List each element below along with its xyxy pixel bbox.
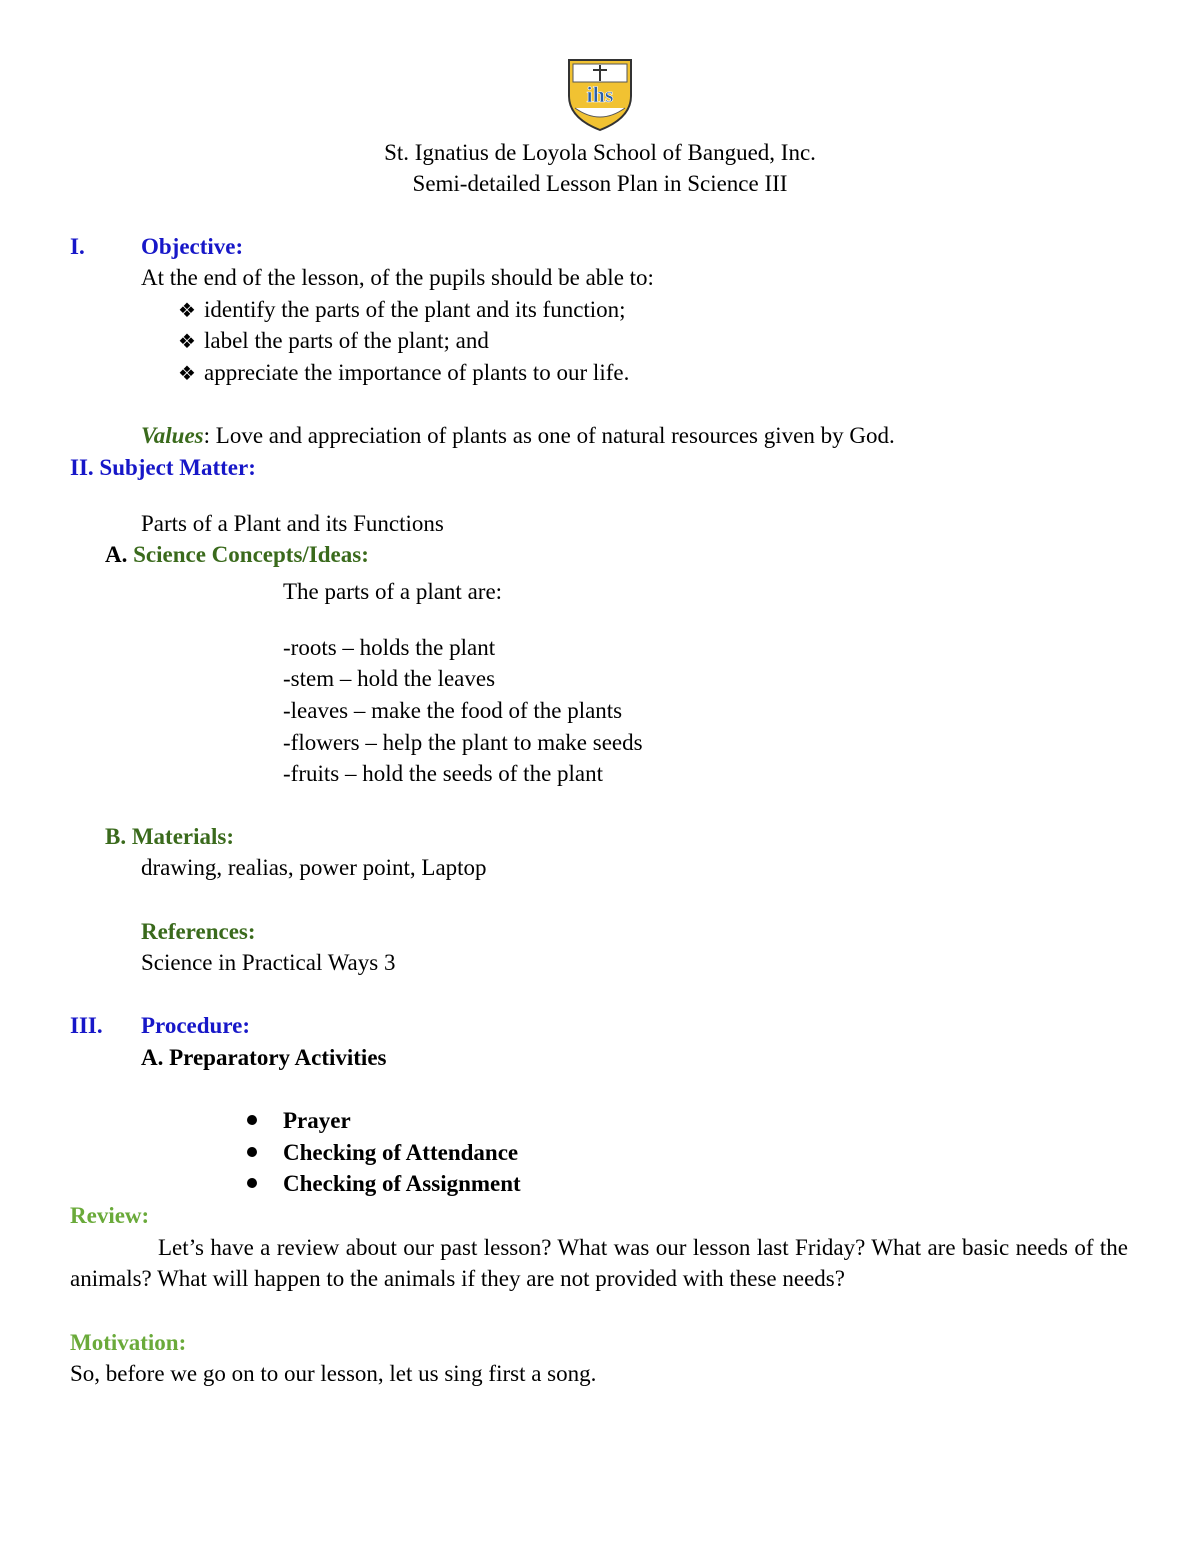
logo-lettering: ihs <box>586 82 614 107</box>
objective-heading: Objective: <box>141 234 244 259</box>
plant-part-item: -stem – hold the leaves <box>283 666 496 691</box>
document-title: Semi-detailed Lesson Plan in Science III <box>412 171 788 196</box>
bullet-dot-icon <box>247 1147 257 1157</box>
references-text: Science in Practical Ways 3 <box>141 950 396 975</box>
activity-item <box>247 1141 518 1164</box>
plant-part-item: -flowers – help the plant to make seeds <box>283 730 643 755</box>
school-logo <box>563 52 637 132</box>
procedure-numeral: III. <box>70 1013 103 1038</box>
bullet-dot-icon <box>247 1178 257 1188</box>
diamond-bullet-icon: ❖ <box>178 300 196 322</box>
motivation-heading: Motivation: <box>70 1330 187 1355</box>
materials-heading-line <box>105 825 234 848</box>
activity-item <box>247 1172 521 1195</box>
diamond-bullet-icon: ❖ <box>178 331 196 353</box>
objective-numeral: I. <box>70 234 85 259</box>
plant-part-item: -fruits – hold the seeds of the plant <box>283 761 604 786</box>
values-label: Values <box>141 423 204 448</box>
objective-item <box>178 298 626 321</box>
objective-item-text: appreciate the importance of plants to our life. <box>204 360 630 385</box>
bullet-dot-icon <box>247 1115 257 1125</box>
activity-text: Checking of Assignment <box>283 1171 521 1196</box>
diamond-bullet-icon: ❖ <box>178 363 196 385</box>
subject-matter-heading: II. Subject Matter: <box>70 455 256 480</box>
values-line <box>141 424 895 447</box>
preparatory-heading: A. Preparatory Activities <box>141 1045 387 1070</box>
concepts-heading-line <box>105 543 369 566</box>
school-name: St. Ignatius de Loyola School of Bangued, Inc. <box>384 140 816 165</box>
objective-item-text: identify the parts of the plant and its function; <box>204 297 626 322</box>
concepts-letter: A. <box>105 542 128 567</box>
objective-item <box>178 361 629 384</box>
materials-heading: Materials: <box>131 824 235 849</box>
objective-intro: At the end of the lesson, of the pupils should be able to: <box>141 265 654 290</box>
subject-topic: Parts of a Plant and its Functions <box>141 511 444 536</box>
concepts-intro: The parts of a plant are: <box>283 579 503 604</box>
review-heading: Review: <box>70 1203 150 1228</box>
objective-item <box>178 329 489 352</box>
motivation-text: So, before we go on to our lesson, let us sing first a song. <box>70 1361 597 1386</box>
values-text: : Love and appreciation of plants as one of natural resources given by God. <box>203 423 895 448</box>
plant-part-item: -roots – holds the plant <box>283 635 496 660</box>
materials-text: drawing, realias, power point, Laptop <box>141 855 487 880</box>
concepts-heading: Science Concepts/Ideas: <box>133 542 369 567</box>
references-heading: References: <box>141 919 256 944</box>
procedure-heading: Procedure: <box>141 1013 251 1038</box>
activity-text: Prayer <box>283 1108 351 1133</box>
review-text: Let’s have a review about our past lesson? What was our lesson last Friday? What are basic needs of the animals? What will happen to the animals if they are not provided with these needs? <box>70 1235 1128 1291</box>
objective-item-text: label the parts of the plant; and <box>204 328 489 353</box>
activity-text: Checking of Attendance <box>283 1140 519 1165</box>
plant-part-item: -leaves – make the food of the plants <box>283 698 623 723</box>
activity-item <box>247 1109 351 1132</box>
materials-letter: B. <box>105 824 127 849</box>
